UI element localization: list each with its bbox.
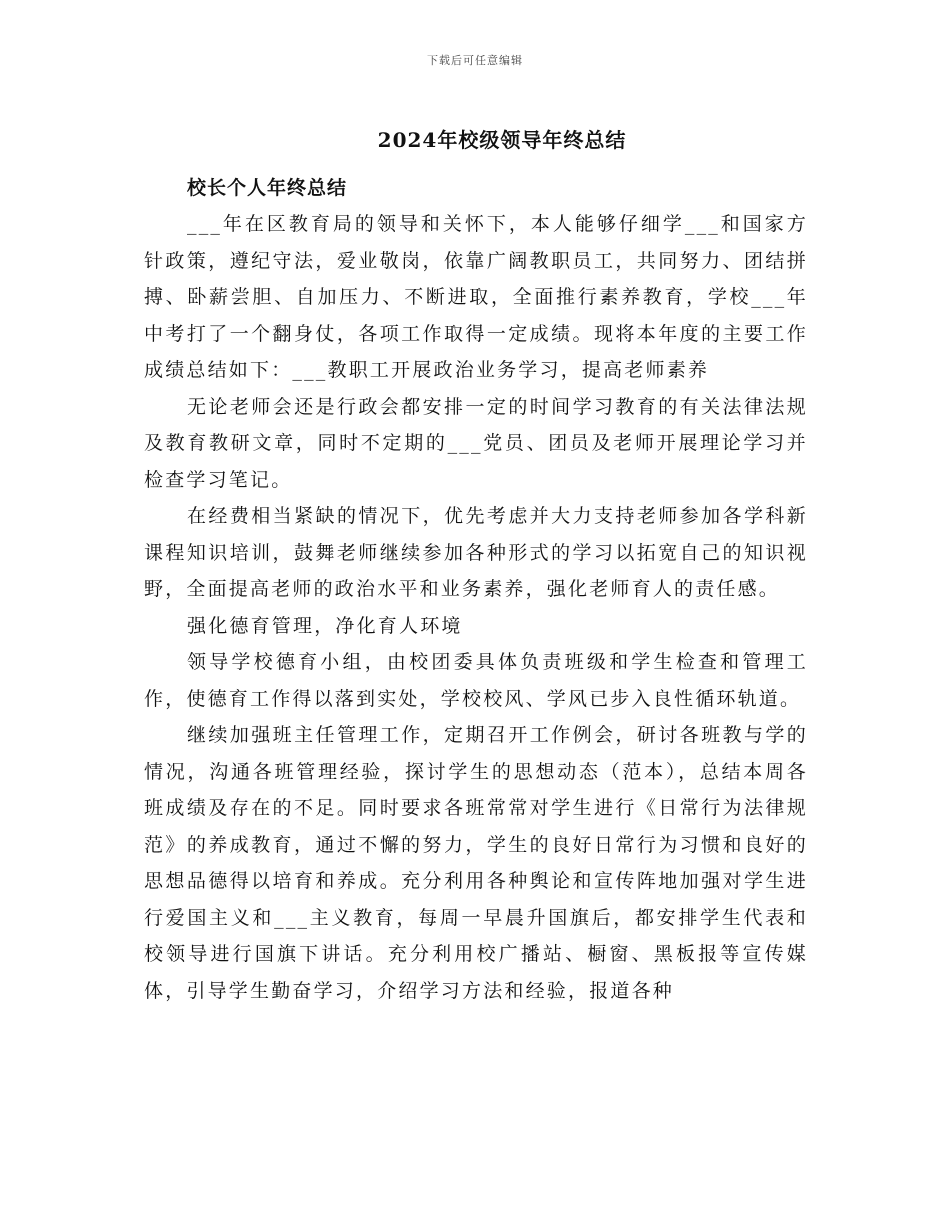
paragraph-3: 在经费相当紧缺的情况下，优先考虑并大力支持老师参加各学科新课程知识培训，鼓舞老师继续参加各种形式的学习以拓宽自己的知识视野，全面提高老师的政治水平和业务素养，强化老师育人的责任感。	[144, 505, 808, 600]
document-body	[144, 170, 808, 1009]
paragraph-1: ___年在区教育局的领导和关怀下，本人能够仔细学___和国家方针政策，遵纪守法，爱业敬岗，依靠广阔教职员工，共同努力、团结拼搏、卧薪尝胆、自加压力、不断进取，全面推行素养教育，学校___年中考打了一个翻身仗，各项工作取得一定成绩。现将本年度的主要工作成绩总结如下：___教职工开展政治业务学习，提高老师素养	[144, 213, 808, 381]
paragraph-5: 领导学校德育小组，由校团委具体负责班级和学生检查和管理工作，使德育工作得以落到实处，学校校风、学风已步入良性循环轨道。	[144, 651, 808, 710]
paragraph-subheading: 强化德育管理，净化育人环境	[187, 614, 463, 637]
page-header-note: 下载后可任意编辑	[427, 54, 523, 67]
paragraph-6: 继续加强班主任管理工作，定期召开工作例会，研讨各班教与学的情况，沟通各班管理经验，探讨学生的思想动态（范本），总结本周各班成绩及存在的不足。同时要求各班常常对学生进行《日常行为法律规范》的养成教育，通过不懈的努力，学生的良好日常行为习惯和良好的思想品德得以培育和养成。充分利用各种舆论和宣传阵地加强对学生进行爱国主义和___主义教育，每周一早晨升国旗后，都安排学生代表和校领导进行国旗下讲话。充分利用校广播站、橱窗、黑板报等宣传媒体，引导学生勤奋学习，介绍学习方法和经验，报道各种	[144, 724, 808, 1002]
section-heading: 校长个人年终总结	[187, 177, 348, 199]
document-title: 2024年校级领导年终总结	[377, 128, 627, 152]
paragraph-2: 无论老师会还是行政会都安排一定的时间学习教育的有关法律法规及教育教研文章，同时不定期的___党员、团员及老师开展理论学习并检查学习笔记。	[144, 395, 808, 491]
